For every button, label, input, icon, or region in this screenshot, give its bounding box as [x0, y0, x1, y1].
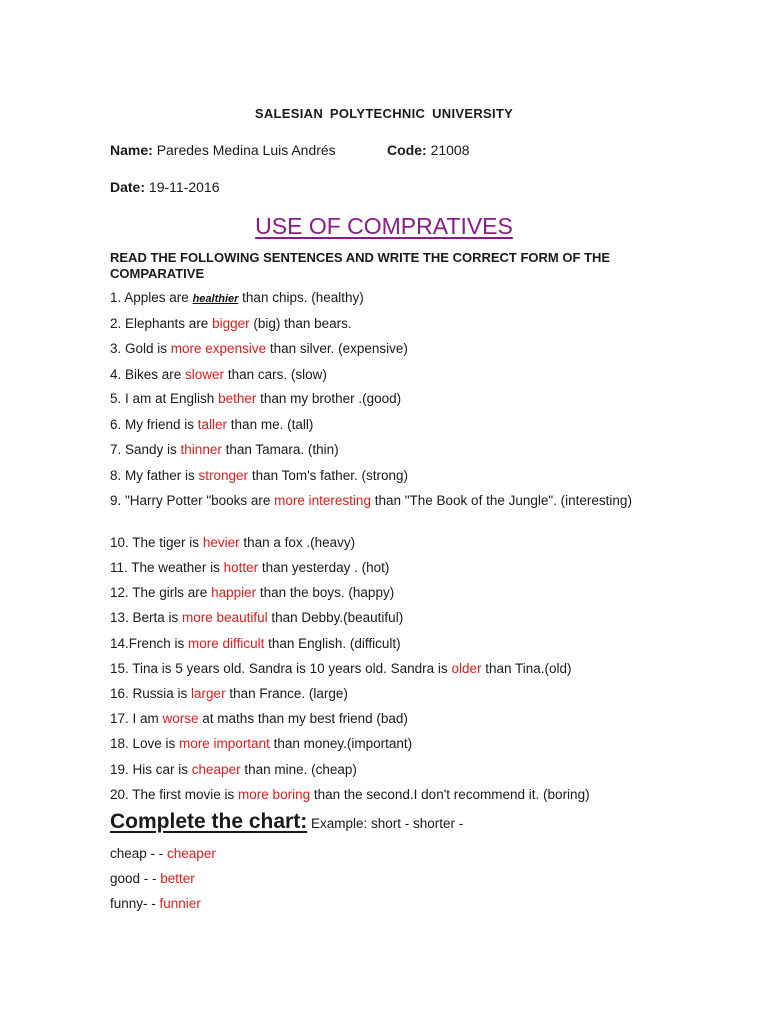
item-text-before: 9. "Harry Potter "books are — [110, 493, 275, 508]
item-text-before: 10. The tiger is — [110, 535, 203, 550]
chart-title: Complete the chart: — [110, 810, 308, 833]
student-name: Paredes Medina Luis Andrés — [156, 142, 336, 158]
item-text-before: 11. The weather is — [110, 560, 224, 575]
item-answer: hotter — [223, 560, 259, 575]
exercise-item — [110, 761, 357, 778]
item-answer: cheaper — [191, 762, 241, 777]
item-text-before: 7. Sandy is — [110, 442, 181, 457]
item-answer: more interesting — [274, 493, 371, 508]
chart-word: funny- - — [110, 896, 160, 911]
item-text-before: 2. Elephants are — [110, 316, 213, 331]
item-answer: worse — [162, 711, 199, 726]
item-text-before: 20. The first movie is — [110, 787, 239, 802]
exercise-item — [110, 609, 403, 626]
item-text-before: 17. I am — [110, 711, 163, 726]
exercise-item — [110, 289, 364, 308]
item-text-after: than "The Book of the Jungle". (interesting) — [370, 493, 632, 508]
item-text-before: 14.French is — [110, 636, 189, 651]
item-text-before: 5. I am at English — [110, 391, 219, 406]
item-text-after: than cars. (slow) — [224, 367, 327, 382]
exercise-item — [110, 315, 352, 332]
exercise-item — [110, 735, 412, 752]
item-answer: healthier — [192, 293, 239, 305]
item-text-after: than Debby.(beautiful) — [267, 610, 404, 625]
item-text-after: than the second.I don't recommend it. (boring) — [310, 787, 590, 802]
item-text-after: than Tamara. (thin) — [221, 442, 339, 457]
date-label: Date: — [110, 179, 146, 195]
item-text-after: than English. (difficult) — [264, 636, 401, 651]
name-label: Name: — [110, 142, 153, 158]
chart-word: good - - — [110, 871, 161, 886]
item-answer: more expensive — [170, 341, 267, 356]
item-answer: happier — [211, 585, 257, 600]
item-text-after: at maths than my best friend (bad) — [198, 711, 408, 726]
item-text-before: 13. Berta is — [110, 610, 183, 625]
item-text-after: than my brother .(good) — [256, 391, 402, 406]
exercise-item — [110, 340, 408, 357]
item-text-after: than yesterday . (hot) — [258, 560, 390, 575]
worksheet-title: USE OF COMPRATIVES — [255, 213, 513, 239]
item-answer: thinner — [180, 442, 222, 457]
exercise-item — [110, 786, 590, 803]
item-answer: stronger — [198, 468, 249, 483]
exercise-item — [110, 710, 408, 727]
chart-row — [110, 846, 216, 861]
chart-row — [110, 871, 195, 886]
item-text-before: 8. My father is — [110, 468, 199, 483]
item-text-before: 3. Gold is — [110, 341, 171, 356]
exercise-item — [110, 467, 408, 484]
item-text-after: than Tom's father. (strong) — [248, 468, 408, 483]
university-name: SALESIAN POLYTECHNIC UNIVERSITY — [254, 106, 514, 121]
exercise-item — [110, 685, 348, 702]
chart-answer: cheaper — [167, 846, 216, 861]
exercise-item — [110, 584, 394, 601]
item-text-after: than silver. (expensive) — [266, 341, 408, 356]
item-text-after: than me. (tall) — [227, 417, 314, 432]
item-text-before: 1. Apples are — [110, 290, 193, 305]
item-text-before: 18. Love is — [110, 736, 180, 751]
chart-word: cheap - - — [110, 846, 168, 861]
item-answer: hevier — [202, 535, 240, 550]
item-text-after: than chips. (healthy) — [238, 290, 364, 305]
exercise-item — [110, 390, 401, 407]
item-answer: older — [451, 661, 482, 676]
chart-answer: better — [160, 871, 195, 886]
name-row — [110, 142, 470, 158]
exercise-item — [110, 635, 401, 652]
date-value: 19-11-2016 — [148, 179, 220, 195]
item-answer: more beautiful — [182, 610, 268, 625]
item-answer: taller — [197, 417, 228, 432]
item-answer: bigger — [212, 316, 250, 331]
item-text-after: than mine. (cheap) — [240, 762, 357, 777]
item-answer: bether — [218, 391, 257, 406]
item-answer: more important — [179, 736, 270, 751]
exercise-item — [110, 559, 389, 576]
exercise-item — [110, 441, 339, 458]
item-answer: slower — [185, 367, 225, 382]
item-text-before: 12. The girls are — [110, 585, 212, 600]
item-text-after: than France. (large) — [225, 686, 348, 701]
item-answer: more difficult — [188, 636, 265, 651]
chart-example: Example: short - shorter - — [307, 816, 464, 831]
exercise-item — [110, 660, 572, 677]
item-text-before: 4. Bikes are — [110, 367, 186, 382]
item-answer: larger — [191, 686, 226, 701]
chart-heading-row — [110, 810, 463, 834]
exercise-item — [110, 534, 355, 551]
exercise-item — [110, 492, 650, 509]
exercise-item — [110, 416, 313, 433]
item-text-before: 6. My friend is — [110, 417, 198, 432]
student-code: 21008 — [430, 142, 470, 158]
instruction-text: READ THE FOLLOWING SENTENCES AND WRITE THE CORRECT FORM OF THE COMPARATIVE — [110, 250, 611, 281]
date-row — [110, 179, 219, 195]
item-text-after: than money.(important) — [269, 736, 413, 751]
item-text-after: (big) than bears. — [249, 316, 352, 331]
item-answer: more boring — [238, 787, 311, 802]
code-label: Code: — [387, 142, 427, 158]
exercise-item — [110, 366, 327, 383]
item-text-before: 16. Russia is — [110, 686, 192, 701]
item-text-after: than Tina.(old) — [481, 661, 572, 676]
chart-answer: funnier — [159, 896, 201, 911]
chart-row — [110, 896, 201, 911]
code-group — [387, 142, 470, 158]
item-text-before: 19. His car is — [110, 762, 192, 777]
item-text-after: than the boys. (happy) — [256, 585, 395, 600]
item-text-after: than a fox .(heavy) — [239, 535, 356, 550]
item-text-before: 15. Tina is 5 years old. Sandra is 10 years old. Sandra is — [110, 661, 452, 676]
